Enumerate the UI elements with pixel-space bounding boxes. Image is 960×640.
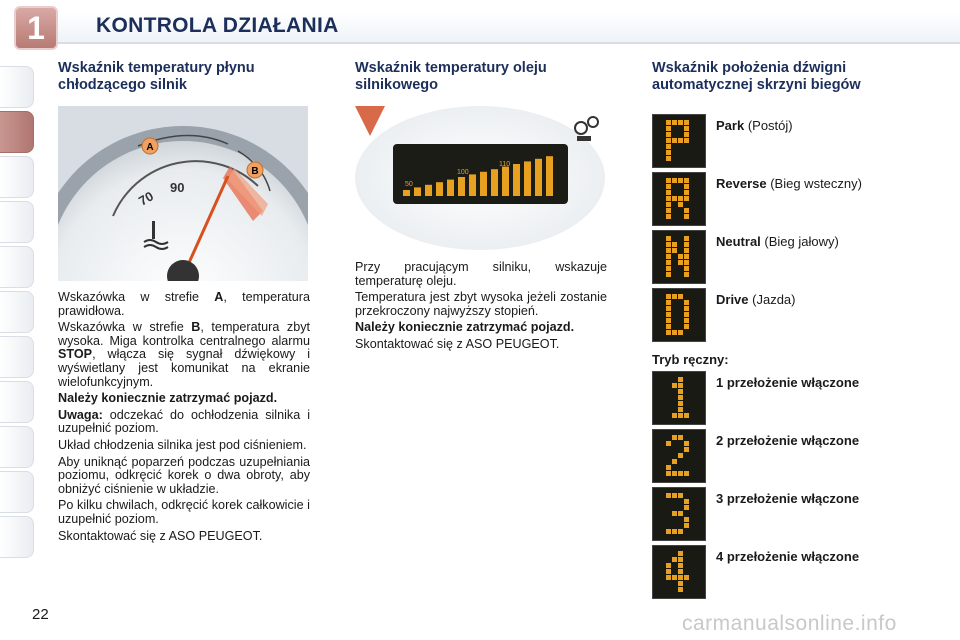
watermark: carmanualsonline.info [682,612,897,635]
coolant-note: Uwaga: odczekać do ochłodzenia silnika i uzupełnić poziom. [58,407,310,436]
chapter-tab[interactable] [0,516,34,558]
led-dot [684,413,689,418]
led-dot [678,587,683,592]
led-dot [678,529,683,534]
led-dot [678,401,683,406]
oil-bar [524,161,531,196]
led-dot [678,395,683,400]
led-dot [684,306,689,311]
led-dot [672,242,677,247]
led-dot [684,138,689,143]
led-dot [666,150,671,155]
gear-1-icon [652,371,706,425]
led-dot [678,575,683,580]
led-dot [678,383,683,388]
gear-row-3 [652,487,942,545]
oil-bar [425,185,432,196]
gear-label-3: 3 przełożenie włączone [716,491,860,506]
led-dot [666,294,671,299]
led-dot [684,266,689,271]
led-dot [678,435,683,440]
led-dot [678,557,683,562]
gear-label-reverse: Reverse (Bieg wsteczny) [716,176,862,191]
oil-para-1: Przy pracującym silniku, wskazuje temperaturę oleju. [355,260,607,288]
led-dot [672,178,677,183]
led-dot [672,529,677,534]
oil-gauge-illustration [355,106,605,251]
led-dot [672,493,677,498]
gear-row-neutral [652,230,942,288]
led-dot [666,260,671,265]
led-dot [678,407,683,412]
led-dot [672,575,677,580]
gear-3-icon [652,487,706,541]
gear-row-drive [652,288,942,346]
led-dot [672,413,677,418]
gear-label-2: 2 przełożenie włączone [716,433,860,448]
led-dot [672,511,677,516]
gearbox-title: Wskaźnik położenia dźwigni automatycznej skrzyni biegów [652,60,861,93]
led-dot [672,435,677,440]
gear-n-icon [652,230,706,284]
led-dot [684,236,689,241]
oil-bar [403,190,410,196]
led-dot [684,499,689,504]
led-dot [666,184,671,189]
led-dot [666,254,671,259]
led-dot [666,248,671,253]
led-dot [666,493,671,498]
led-dot [678,260,683,265]
oil-bar [414,187,421,196]
led-dot [666,144,671,149]
led-dot [678,196,683,201]
led-dot [672,120,677,125]
chapter-tab[interactable] [0,426,34,468]
coolant-para-2: Wskazówka w strefie B, temperatura zbyt wysoka. Miga kontrolka centralnego alarmu STOP, włącza się sygnał dźwiękowy i wyświetlany jest komunikat na ekranie wielofunkcyjnym. [58,320,310,389]
led-dot [678,294,683,299]
oil-bar [480,172,487,196]
gear-label-4: 4 przełożenie włączone [716,549,860,564]
led-dot [684,178,689,183]
led-dot [678,581,683,586]
gear-2-icon [652,429,706,483]
led-dot [666,330,671,335]
led-dot [684,120,689,125]
led-dot [684,441,689,446]
led-dot [678,202,683,207]
label-a: A [146,142,154,153]
led-dot [684,505,689,510]
gear-row-reverse [652,172,942,230]
chapter-tab[interactable] [0,201,34,243]
led-dot [666,471,671,476]
led-dot [666,178,671,183]
led-dot [666,563,671,568]
page-title: KONTROLA DZIAŁANIA [96,14,339,37]
led-dot [666,120,671,125]
gearbox-section [652,60,942,603]
oil-section [355,60,607,355]
led-dot [678,377,683,382]
gear-label-neutral: Neutral (Bieg jałowy) [716,234,839,249]
led-dot [666,132,671,137]
chapter-tab[interactable] [0,156,34,198]
led-dot [684,254,689,259]
led-dot [678,511,683,516]
chapter-tab[interactable] [0,381,34,423]
led-dot [684,447,689,452]
gear-4-icon [652,545,706,599]
chapter-tab[interactable] [0,291,34,333]
led-dot [672,330,677,335]
led-dot [666,156,671,161]
led-dot [666,202,671,207]
led-dot [672,471,677,476]
led-dot [666,236,671,241]
led-dot [666,272,671,277]
led-dot [684,523,689,528]
led-dot [666,318,671,323]
led-dot [666,214,671,219]
label-b: B [251,166,259,177]
led-dot [666,196,671,201]
led-dot [684,126,689,131]
led-dot [678,120,683,125]
chapter-tab-active[interactable] [0,111,34,153]
led-dot [672,459,677,464]
page-header [0,0,960,48]
coolant-para-8: Skontaktować się z ASO PEUGEOT. [58,528,263,543]
led-dot [684,190,689,195]
led-dot [666,300,671,305]
coolant-gauge-illustration [58,106,308,281]
oil-bar [535,159,542,196]
led-dot [678,493,683,498]
led-dot [666,306,671,311]
led-dot [684,132,689,137]
coolant-warning: Należy koniecznie zatrzymać pojazd. [58,391,278,406]
led-dot [672,383,677,388]
led-dot [678,471,683,476]
led-dot [666,569,671,574]
led-dot [672,557,677,562]
coolant-para-7: Po kilku chwilach, odkręcić korek całkowicie i uzupełnić poziom. [58,498,310,526]
led-dot [678,330,683,335]
led-dot [684,196,689,201]
led-dot [684,324,689,329]
led-dot [666,126,671,131]
gear-row-park [652,114,942,172]
oil-para-2: Temperatura jest zbyt wysoka jeżeli zostanie przekroczony najwyższy stopień. [355,290,607,318]
gear-label-park: Park (Postój) [716,118,793,133]
oil-bar [469,174,476,196]
led-dot [684,184,689,189]
chapter-tab[interactable] [0,471,34,513]
led-dot [678,453,683,458]
oil-title: Wskaźnik temperatury oleju silnikowego [355,60,547,93]
oil-warning: Należy koniecznie zatrzymać pojazd. [355,320,575,335]
oil-tick-50: 50 [405,181,413,188]
led-dot [672,248,677,253]
led-dot [666,208,671,213]
tick-70: 70 [136,188,157,209]
led-dot [684,272,689,277]
gear-row-4 [652,545,942,603]
gear-label-1: 1 przełożenie włączone [716,375,860,390]
led-dot [678,551,683,556]
led-dot [684,242,689,247]
oil-bar [491,169,498,196]
led-dot [666,529,671,534]
oil-bar [436,182,443,196]
oil-bar [447,180,454,196]
led-dot [684,214,689,219]
led-dot [672,294,677,299]
chapter-tabs [0,66,34,561]
led-dot [666,465,671,470]
led-dot [684,312,689,317]
oil-tick-110: 110 [499,161,511,168]
chapter-tab[interactable] [0,246,34,288]
chapter-tab[interactable] [0,66,34,108]
page-number: 22 [32,606,49,623]
led-dot [684,208,689,213]
led-dot [672,138,677,143]
led-dot [684,318,689,323]
oil-bar [502,167,509,196]
led-dot [666,324,671,329]
led-dot [678,138,683,143]
coolant-para-5: Układ chłodzenia silnika jest pod ciśnieniem. [58,437,307,452]
led-dot [684,260,689,265]
led-dot [666,190,671,195]
gear-r-icon [652,172,706,226]
led-dot [684,248,689,253]
gear-p-icon [652,114,706,168]
led-dot [684,575,689,580]
oil-para-4: Skontaktować się z ASO PEUGEOT. [355,336,560,351]
chapter-tab[interactable] [0,336,34,378]
led-dot [678,389,683,394]
led-dot [666,266,671,271]
chapter-badge: 1 [14,6,58,50]
led-dot [666,138,671,143]
led-dot [666,575,671,580]
tick-90: 90 [170,180,185,195]
led-dot [666,312,671,317]
coolant-para-6: Aby uniknąć poparzeń podczas uzupełniania poziomu, odkręcić korek o dwa obroty, aby obniżyć ciśnienie w układzie. [58,454,310,496]
led-dot [684,471,689,476]
coolant-title: Wskaźnik temperatury płynu chłodzącego silnik [58,60,255,93]
gear-row-2 [652,429,942,487]
led-dot [672,196,677,201]
led-dot [678,413,683,418]
led-dot [684,517,689,522]
coolant-section [58,60,310,546]
oil-bar [513,164,520,196]
manual-mode-title: Tryb ręczny: [652,352,729,367]
led-dot [678,563,683,568]
led-dot [666,441,671,446]
gear-row-1 [652,371,942,429]
gear-d-icon [652,288,706,342]
oil-bar [458,177,465,196]
oil-tick-100: 100 [457,169,469,176]
led-dot [678,569,683,574]
led-dot [678,254,683,259]
led-dot [678,178,683,183]
gear-label-drive: Drive (Jazda) [716,292,796,307]
coolant-para-1: Wskazówka w strefie A, temperatura prawidłowa. [58,290,310,318]
led-dot [666,242,671,247]
led-dot [684,300,689,305]
oil-bar [546,156,553,196]
